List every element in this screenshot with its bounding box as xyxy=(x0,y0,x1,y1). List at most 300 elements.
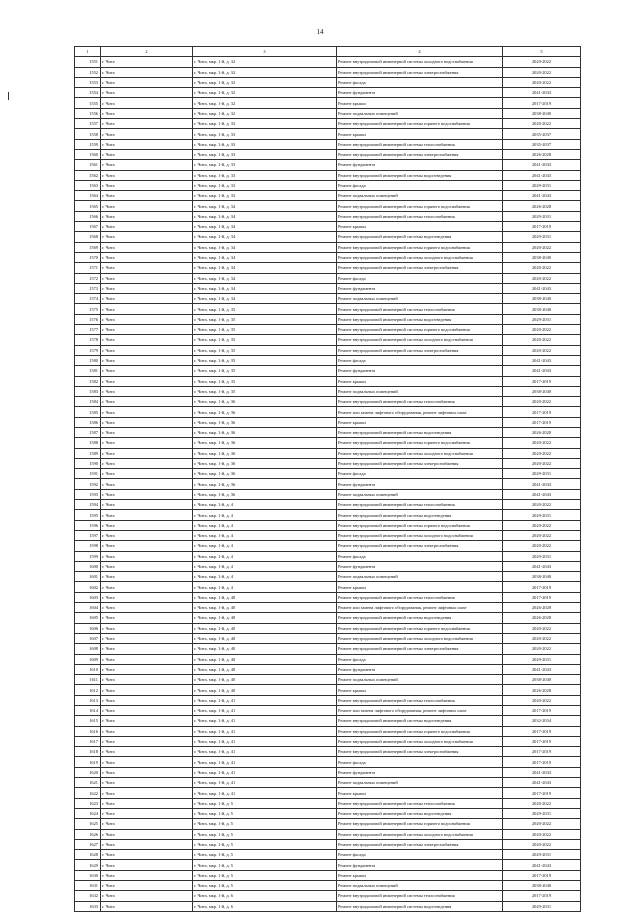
cell-address: г. Чита, мкр. 1-й, д. 35 xyxy=(193,335,337,345)
cell-work-type: Ремонт внутридомовой инженерной системы горячего водоснабжения xyxy=(337,242,503,252)
cell-address: г. Чита, мкр. 1-й, д. 4 xyxy=(193,582,337,592)
cell-address: г. Чита, мкр. 1-й, д. 33 xyxy=(193,180,337,190)
cell-period: 2038-2040 xyxy=(503,572,581,582)
cell-row-number: 1607 xyxy=(75,633,101,643)
cell-address: г. Чита, мкр. 1-й, д. 36 xyxy=(193,448,337,458)
cell-period: 2029-2031 xyxy=(503,654,581,664)
cell-period: 2029-2031 xyxy=(503,314,581,324)
cell-municipality: г. Чита xyxy=(101,839,193,849)
cell-work-type: Ремонт фасада xyxy=(337,757,503,767)
cell-municipality: г. Чита xyxy=(101,592,193,602)
table-row xyxy=(75,232,581,242)
cell-period: 2038-2040 xyxy=(503,294,581,304)
table-row xyxy=(75,695,581,705)
cell-work-type: Ремонт крыши xyxy=(337,129,503,139)
cell-address: г. Чита, мкр. 1-й, д. 4 xyxy=(193,520,337,530)
cell-work-type: Ремонт внутридомовой инженерной системы горячего водоснабжения xyxy=(337,520,503,530)
table-row xyxy=(75,119,581,129)
cell-work-type: Ремонт фундамента xyxy=(337,160,503,170)
cell-row-number: 1618 xyxy=(75,747,101,757)
cell-address: г. Чита, мкр. 1-й, д. 35 xyxy=(193,304,337,314)
repair-schedule-table xyxy=(74,46,581,912)
cell-municipality: г. Чита xyxy=(101,520,193,530)
cell-address: г. Чита, мкр. 1-й, д. 6 xyxy=(193,901,337,911)
cell-period: 2020-2022 xyxy=(503,458,581,468)
cell-municipality: г. Чита xyxy=(101,376,193,386)
cell-municipality: г. Чита xyxy=(101,500,193,510)
cell-address: г. Чита, мкр. 1-й, д. 41 xyxy=(193,706,337,716)
cell-period: 2026-2028 xyxy=(503,603,581,613)
cell-period: 2041-2043 xyxy=(503,479,581,489)
cell-row-number: 1588 xyxy=(75,438,101,448)
cell-row-number: 1553 xyxy=(75,77,101,87)
table-row xyxy=(75,325,581,335)
cell-municipality: г. Чита xyxy=(101,664,193,674)
cell-period: 2017-2019 xyxy=(503,592,581,602)
table-row xyxy=(75,67,581,77)
cell-municipality: г. Чита xyxy=(101,273,193,283)
cell-row-number: 1599 xyxy=(75,551,101,561)
cell-row-number: 1615 xyxy=(75,716,101,726)
cell-address: г. Чита, мкр. 1-й, д. 33 xyxy=(193,170,337,180)
cell-row-number: 1616 xyxy=(75,726,101,736)
cell-row-number: 1566 xyxy=(75,211,101,221)
cell-municipality: г. Чита xyxy=(101,551,193,561)
cell-row-number: 1585 xyxy=(75,407,101,417)
cell-work-type: Ремонт фундамента xyxy=(337,88,503,98)
cell-work-type: Ремонт внутридомовой инженерной системы водоотведения xyxy=(337,314,503,324)
cell-work-type: Ремонт внутридомовой инженерной системы водоотведения xyxy=(337,901,503,911)
cell-period: 2020-2022 xyxy=(503,325,581,335)
cell-work-type: Ремонт подвальных помещений xyxy=(337,489,503,499)
table-row xyxy=(75,314,581,324)
cell-period: 2020-2022 xyxy=(503,819,581,829)
table-row xyxy=(75,304,581,314)
cell-period: 2020-2022 xyxy=(503,345,581,355)
cell-row-number: 1575 xyxy=(75,304,101,314)
cell-municipality: г. Чита xyxy=(101,860,193,870)
cell-address: г. Чита, мкр. 1-й, д. 34 xyxy=(193,211,337,221)
table-row xyxy=(75,819,581,829)
cell-address: г. Чита, мкр. 1-й, д. 32 xyxy=(193,77,337,87)
table-row xyxy=(75,788,581,798)
cell-municipality: г. Чита xyxy=(101,716,193,726)
cell-municipality: г. Чита xyxy=(101,427,193,437)
cell-work-type: Ремонт внутридомовой инженерной системы теплоснабжения xyxy=(337,798,503,808)
cell-work-type: Ремонт крыши xyxy=(337,417,503,427)
table-row xyxy=(75,77,581,87)
cell-municipality: г. Чита xyxy=(101,788,193,798)
table-header-row xyxy=(75,47,581,57)
cell-address: г. Чита, мкр. 1-й, д. 32 xyxy=(193,57,337,67)
cell-address: г. Чита, мкр. 1-й, д. 5 xyxy=(193,870,337,880)
cell-address: г. Чита, мкр. 1-й, д. 35 xyxy=(193,325,337,335)
cell-row-number: 1555 xyxy=(75,98,101,108)
cell-row-number: 1612 xyxy=(75,685,101,695)
cell-address: г. Чита, мкр. 1-й, д. 36 xyxy=(193,427,337,437)
cell-row-number: 1596 xyxy=(75,520,101,530)
cell-address: г. Чита, мкр. 1-й, д. 36 xyxy=(193,458,337,468)
cell-work-type: Ремонт крыши xyxy=(337,870,503,880)
table-row xyxy=(75,294,581,304)
cell-address: г. Чита, мкр. 1-й, д. 34 xyxy=(193,222,337,232)
cell-period: 2041-2043 xyxy=(503,767,581,777)
table-row xyxy=(75,829,581,839)
cell-address: г. Чита, мкр. 1-й, д. 5 xyxy=(193,839,337,849)
cell-address: г. Чита, мкр. 1-й, д. 41 xyxy=(193,757,337,767)
cell-period: 2020-2022 xyxy=(503,623,581,633)
cell-period: 2041-2043 xyxy=(503,170,581,180)
table-row xyxy=(75,397,581,407)
cell-municipality: г. Чита xyxy=(101,633,193,643)
cell-period: 2041-2043 xyxy=(503,489,581,499)
cell-address: г. Чита, мкр. 1-й, д. 4 xyxy=(193,551,337,561)
cell-work-type: Ремонт внутридомовой инженерной системы водоотведения xyxy=(337,232,503,242)
cell-address: г. Чита, мкр. 1-й, д. 34 xyxy=(193,263,337,273)
cell-work-type: Ремонт внутридомовой инженерной системы горячего водоснабжения xyxy=(337,438,503,448)
cell-work-type: Ремонт фасада xyxy=(337,273,503,283)
cell-municipality: г. Чита xyxy=(101,706,193,716)
cell-period: 2020-2022 xyxy=(503,57,581,67)
cell-period: 2029-2031 xyxy=(503,850,581,860)
cell-row-number: 1624 xyxy=(75,808,101,818)
table-row xyxy=(75,469,581,479)
cell-work-type: Ремонт фундамента xyxy=(337,366,503,376)
table-row xyxy=(75,170,581,180)
cell-period: 2020-2022 xyxy=(503,335,581,345)
cell-municipality: г. Чита xyxy=(101,170,193,180)
cell-work-type: Ремонт фасада xyxy=(337,180,503,190)
cell-address: г. Чита, мкр. 1-й, д. 36 xyxy=(193,489,337,499)
table-row xyxy=(75,417,581,427)
cell-municipality: г. Чита xyxy=(101,335,193,345)
table-row xyxy=(75,623,581,633)
cell-work-type: Ремонт внутридомовой инженерной системы теплоснабжения xyxy=(337,695,503,705)
cell-address: г. Чита, мкр. 1-й, д. 36 xyxy=(193,479,337,489)
cell-row-number: 1562 xyxy=(75,170,101,180)
cell-period: 2020-2022 xyxy=(503,273,581,283)
cell-row-number: 1586 xyxy=(75,417,101,427)
cell-work-type: Ремонт подвальных помещений xyxy=(337,108,503,118)
cell-municipality: г. Чита xyxy=(101,232,193,242)
cell-row-number: 1604 xyxy=(75,603,101,613)
cell-work-type: Ремонт внутридомовой инженерной системы электроснабжения xyxy=(337,839,503,849)
cell-municipality: г. Чита xyxy=(101,850,193,860)
cell-row-number: 1614 xyxy=(75,706,101,716)
cell-work-type: Ремонт крыши xyxy=(337,376,503,386)
cell-municipality: г. Чита xyxy=(101,108,193,118)
cell-municipality: г. Чита xyxy=(101,88,193,98)
cell-work-type: Ремонт или замена лифтового оборудования, ремонт лифтовых шахт xyxy=(337,407,503,417)
cell-municipality: г. Чита xyxy=(101,397,193,407)
cell-municipality: г. Чита xyxy=(101,736,193,746)
cell-municipality: г. Чита xyxy=(101,448,193,458)
cell-row-number: 1552 xyxy=(75,67,101,77)
cell-row-number: 1597 xyxy=(75,530,101,540)
cell-period: 2020-2022 xyxy=(503,448,581,458)
cell-work-type: Ремонт фундамента xyxy=(337,479,503,489)
cell-work-type: Ремонт внутридомовой инженерной системы теплоснабжения xyxy=(337,891,503,901)
cell-address: г. Чита, мкр. 1-й, д. 41 xyxy=(193,726,337,736)
cell-work-type: Ремонт внутридомовой инженерной системы холодного водоснабжения xyxy=(337,829,503,839)
cell-row-number: 1608 xyxy=(75,644,101,654)
cell-period: 2038-2040 xyxy=(503,881,581,891)
cell-row-number: 1633 xyxy=(75,901,101,911)
cell-work-type: Ремонт внутридомовой инженерной системы горячего водоснабжения xyxy=(337,726,503,736)
cell-row-number: 1584 xyxy=(75,397,101,407)
cell-row-number: 1610 xyxy=(75,664,101,674)
table-row xyxy=(75,767,581,777)
table-row xyxy=(75,603,581,613)
cell-municipality: г. Чита xyxy=(101,695,193,705)
cell-address: г. Чита, мкр. 1-й, д. 34 xyxy=(193,273,337,283)
cell-municipality: г. Чита xyxy=(101,469,193,479)
cell-municipality: г. Чита xyxy=(101,119,193,129)
cell-row-number: 1569 xyxy=(75,242,101,252)
table-row xyxy=(75,901,581,911)
cell-period: 2029-2031 xyxy=(503,808,581,818)
cell-row-number: 1567 xyxy=(75,222,101,232)
cell-address: г. Чита, мкр. 1-й, д. 35 xyxy=(193,314,337,324)
cell-row-number: 1568 xyxy=(75,232,101,242)
cell-period: 2029-2031 xyxy=(503,232,581,242)
cell-address: г. Чита, мкр. 1-й, д. 36 xyxy=(193,397,337,407)
cell-address: г. Чита, мкр. 1-й, д. 40 xyxy=(193,685,337,695)
cell-period: 2020-2022 xyxy=(503,633,581,643)
table-row xyxy=(75,551,581,561)
cell-municipality: г. Чита xyxy=(101,582,193,592)
table-row xyxy=(75,685,581,695)
cell-municipality: г. Чита xyxy=(101,191,193,201)
cell-address: г. Чита, мкр. 1-й, д. 35 xyxy=(193,376,337,386)
cell-municipality: г. Чита xyxy=(101,757,193,767)
table-row xyxy=(75,345,581,355)
cell-municipality: г. Чита xyxy=(101,510,193,520)
cell-work-type: Ремонт крыши xyxy=(337,685,503,695)
cell-address: г. Чита, мкр. 1-й, д. 36 xyxy=(193,469,337,479)
cell-period: 2026-2028 xyxy=(503,427,581,437)
cell-municipality: г. Чита xyxy=(101,541,193,551)
cell-work-type: Ремонт крыши xyxy=(337,788,503,798)
cell-row-number: 1563 xyxy=(75,180,101,190)
cell-work-type: Ремонт внутридомовой инженерной системы электроснабжения xyxy=(337,458,503,468)
cell-period: 2041-2043 xyxy=(503,88,581,98)
table-row xyxy=(75,613,581,623)
cell-municipality: г. Чита xyxy=(101,819,193,829)
cell-municipality: г. Чита xyxy=(101,57,193,67)
cell-municipality: г. Чита xyxy=(101,685,193,695)
table-row xyxy=(75,386,581,396)
cell-address: г. Чита, мкр. 1-й, д. 35 xyxy=(193,366,337,376)
cell-period: 2020-2022 xyxy=(503,798,581,808)
cell-address: г. Чита, мкр. 1-й, д. 6 xyxy=(193,891,337,901)
cell-municipality: г. Чита xyxy=(101,613,193,623)
cell-period: 2029-2031 xyxy=(503,551,581,561)
cell-address: г. Чита, мкр. 1-й, д. 40 xyxy=(193,613,337,623)
cell-row-number: 1590 xyxy=(75,458,101,468)
table-row xyxy=(75,355,581,365)
cell-row-number: 1627 xyxy=(75,839,101,849)
cell-row-number: 1559 xyxy=(75,139,101,149)
table-row xyxy=(75,335,581,345)
cell-period: 2017-2019 xyxy=(503,736,581,746)
cell-period: 2026-2028 xyxy=(503,201,581,211)
cell-address: г. Чита, мкр. 1-й, д. 33 xyxy=(193,149,337,159)
cell-period: 2035-2037 xyxy=(503,129,581,139)
cell-work-type: Ремонт фундамента xyxy=(337,860,503,870)
table-row xyxy=(75,736,581,746)
table-row xyxy=(75,129,581,139)
cell-municipality: г. Чита xyxy=(101,242,193,252)
table-row xyxy=(75,520,581,530)
cell-address: г. Чита, мкр. 1-й, д. 40 xyxy=(193,633,337,643)
cell-work-type: Ремонт внутридомовой инженерной системы электроснабжения xyxy=(337,747,503,757)
table-row xyxy=(75,376,581,386)
table-row xyxy=(75,242,581,252)
cell-address: г. Чита, мкр. 1-й, д. 41 xyxy=(193,736,337,746)
cell-period: 2041-2043 xyxy=(503,561,581,571)
cell-row-number: 1554 xyxy=(75,88,101,98)
cell-work-type: Ремонт фундамента xyxy=(337,561,503,571)
cell-municipality: г. Чита xyxy=(101,345,193,355)
table-row xyxy=(75,839,581,849)
cell-work-type: Ремонт фасада xyxy=(337,551,503,561)
cell-municipality: г. Чита xyxy=(101,808,193,818)
cell-work-type: Ремонт подвальных помещений xyxy=(337,778,503,788)
table-row xyxy=(75,541,581,551)
cell-address: г. Чита, мкр. 1-й, д. 4 xyxy=(193,572,337,582)
cell-municipality: г. Чита xyxy=(101,767,193,777)
header-col-1: 1 xyxy=(75,47,101,57)
cell-municipality: г. Чита xyxy=(101,901,193,911)
cell-municipality: г. Чита xyxy=(101,139,193,149)
cell-address: г. Чита, мкр. 1-й, д. 4 xyxy=(193,561,337,571)
cell-address: г. Чита, мкр. 1-й, д. 4 xyxy=(193,541,337,551)
table-row xyxy=(75,407,581,417)
cell-address: г. Чита, мкр. 1-й, д. 36 xyxy=(193,407,337,417)
table-row xyxy=(75,438,581,448)
cell-period: 2041-2043 xyxy=(503,860,581,870)
cell-row-number: 1609 xyxy=(75,654,101,664)
cell-row-number: 1574 xyxy=(75,294,101,304)
cell-period: 2017-2019 xyxy=(503,891,581,901)
cell-address: г. Чита, мкр. 1-й, д. 33 xyxy=(193,139,337,149)
cell-row-number: 1593 xyxy=(75,489,101,499)
cell-period: 2020-2022 xyxy=(503,839,581,849)
cell-row-number: 1572 xyxy=(75,273,101,283)
cell-municipality: г. Чита xyxy=(101,438,193,448)
table-body xyxy=(75,57,581,912)
cell-address: г. Чита, мкр. 1-й, д. 33 xyxy=(193,129,337,139)
cell-row-number: 1603 xyxy=(75,592,101,602)
cell-row-number: 1623 xyxy=(75,798,101,808)
cell-work-type: Ремонт внутридомовой инженерной системы холодного водоснабжения xyxy=(337,335,503,345)
table-row xyxy=(75,572,581,582)
cell-work-type: Ремонт подвальных помещений xyxy=(337,294,503,304)
table-row xyxy=(75,222,581,232)
table-row xyxy=(75,881,581,891)
cell-period: 2020-2022 xyxy=(503,397,581,407)
cell-address: г. Чита, мкр. 1-й, д. 40 xyxy=(193,644,337,654)
cell-municipality: г. Чита xyxy=(101,211,193,221)
cell-period: 2026-2028 xyxy=(503,613,581,623)
cell-work-type: Ремонт внутридомовой инженерной системы холодного водоснабжения xyxy=(337,57,503,67)
cell-row-number: 1632 xyxy=(75,891,101,901)
cell-municipality: г. Чита xyxy=(101,386,193,396)
cell-row-number: 1581 xyxy=(75,366,101,376)
table-row xyxy=(75,366,581,376)
cell-work-type: Ремонт внутридомовой инженерной системы холодного водоснабжения xyxy=(337,633,503,643)
table-row xyxy=(75,160,581,170)
cell-period: 2020-2022 xyxy=(503,541,581,551)
cell-row-number: 1621 xyxy=(75,778,101,788)
cell-period: 2038-2040 xyxy=(503,386,581,396)
cell-row-number: 1551 xyxy=(75,57,101,67)
cell-work-type: Ремонт внутридомовой инженерной системы электроснабжения xyxy=(337,345,503,355)
cell-address: г. Чита, мкр. 1-й, д. 5 xyxy=(193,881,337,891)
cell-address: г. Чита, мкр. 1-й, д. 5 xyxy=(193,860,337,870)
table-row xyxy=(75,458,581,468)
cell-period: 2041-2043 xyxy=(503,778,581,788)
cell-work-type: Ремонт внутридомовой инженерной системы водоотведения xyxy=(337,716,503,726)
cell-row-number: 1631 xyxy=(75,881,101,891)
header-col-2: 2 xyxy=(101,47,193,57)
cell-work-type: Ремонт фундамента xyxy=(337,664,503,674)
table-row xyxy=(75,633,581,643)
cell-municipality: г. Чита xyxy=(101,829,193,839)
table-row xyxy=(75,891,581,901)
cell-work-type: Ремонт внутридомовой инженерной системы электроснабжения xyxy=(337,149,503,159)
cell-row-number: 1578 xyxy=(75,335,101,345)
cell-work-type: Ремонт внутридомовой инженерной системы теплоснабжения xyxy=(337,139,503,149)
cell-municipality: г. Чита xyxy=(101,77,193,87)
cell-row-number: 1611 xyxy=(75,675,101,685)
cell-row-number: 1625 xyxy=(75,819,101,829)
table-row xyxy=(75,561,581,571)
cell-period: 2020-2022 xyxy=(503,438,581,448)
cell-period: 2017-2019 xyxy=(503,582,581,592)
table-row xyxy=(75,500,581,510)
cell-municipality: г. Чита xyxy=(101,149,193,159)
cell-row-number: 1592 xyxy=(75,479,101,489)
cell-address: г. Чита, мкр. 1-й, д. 41 xyxy=(193,778,337,788)
cell-work-type: Ремонт внутридомовой инженерной системы теплоснабжения xyxy=(337,592,503,602)
cell-row-number: 1557 xyxy=(75,119,101,129)
cell-municipality: г. Чита xyxy=(101,129,193,139)
cell-address: г. Чита, мкр. 1-й, д. 40 xyxy=(193,675,337,685)
cell-work-type: Ремонт внутридомовой инженерной системы водоотведения xyxy=(337,170,503,180)
cell-period: 2020-2022 xyxy=(503,263,581,273)
cell-address: г. Чита, мкр. 1-й, д. 41 xyxy=(193,747,337,757)
cell-work-type: Ремонт фундамента xyxy=(337,283,503,293)
header-col-3: 3 xyxy=(193,47,337,57)
cell-municipality: г. Чита xyxy=(101,252,193,262)
cell-row-number: 1583 xyxy=(75,386,101,396)
cell-row-number: 1630 xyxy=(75,870,101,880)
cell-row-number: 1606 xyxy=(75,623,101,633)
cell-municipality: г. Чита xyxy=(101,294,193,304)
cell-period: 2038-2040 xyxy=(503,252,581,262)
table-row xyxy=(75,675,581,685)
cell-row-number: 1561 xyxy=(75,160,101,170)
cell-address: г. Чита, мкр. 1-й, д. 34 xyxy=(193,232,337,242)
cell-row-number: 1598 xyxy=(75,541,101,551)
table-row xyxy=(75,98,581,108)
cell-row-number: 1558 xyxy=(75,129,101,139)
cell-address: г. Чита, мкр. 1-й, д. 35 xyxy=(193,355,337,365)
cell-address: г. Чита, мкр. 1-й, д. 41 xyxy=(193,788,337,798)
cell-work-type: Ремонт внутридомовой инженерной системы холодного водоснабжения xyxy=(337,448,503,458)
